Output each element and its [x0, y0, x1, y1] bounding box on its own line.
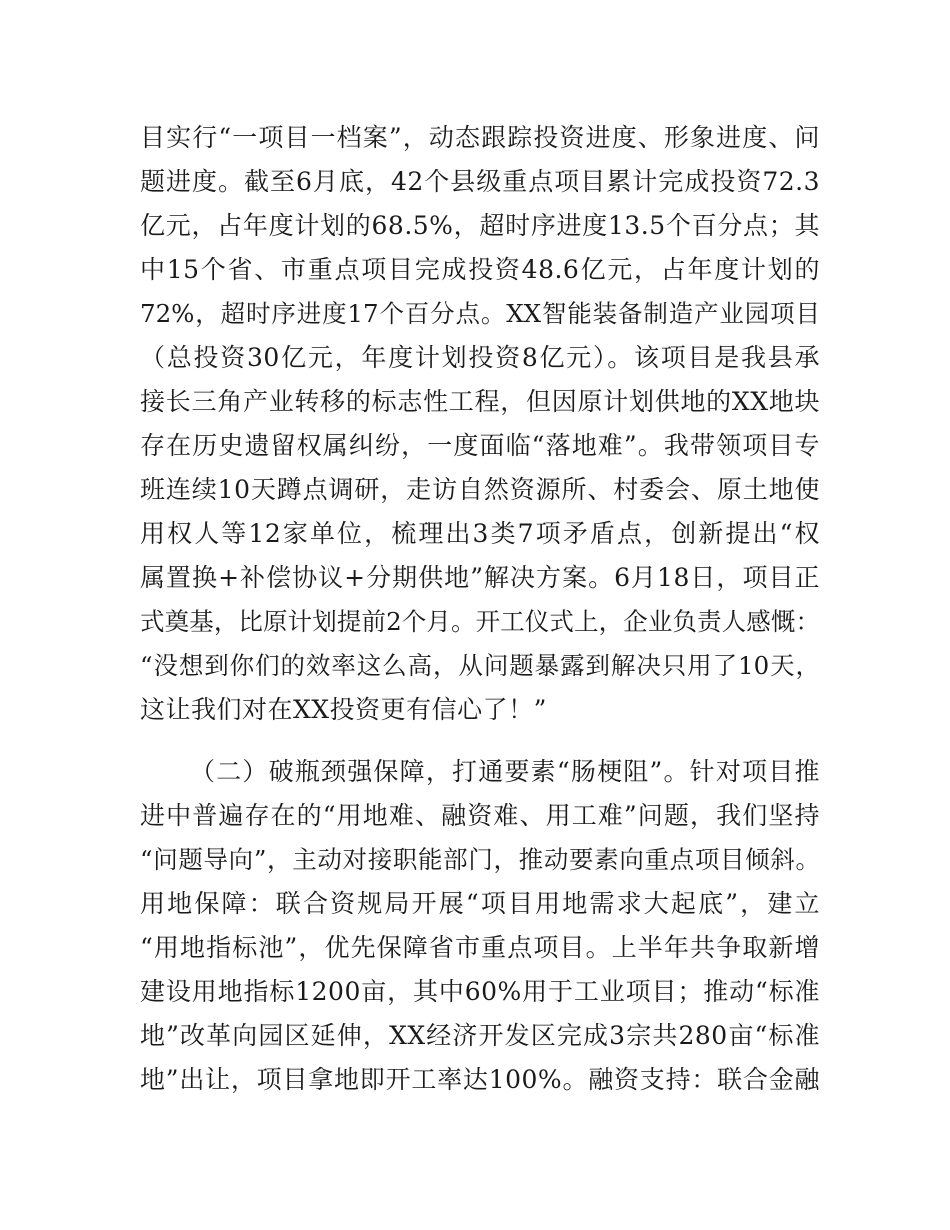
body-text-line: “问题导向”，主动对接职能部门，推动要素向重点项目倾斜。	[140, 845, 820, 874]
body-text-line: “没想到你们的效率这么高，从问题暴露到解决只用了10天，	[140, 651, 820, 680]
body-text-line: 式奠基，比原计划提前2个月。开工仪式上，企业负责人感慨：	[140, 607, 820, 636]
body-text-line: 地”改革向园区延伸，XX经济开发区完成3宗共280亩“标准	[140, 1021, 820, 1050]
body-text-line: 班连续10天蹲点调研，走访自然资源所、村委会、原土地使	[140, 475, 820, 504]
body-text-line: 进中普遍存在的“用地难、融资难、用工难”问题，我们坚持	[140, 801, 820, 830]
body-text-line: 地”出让，项目拿地即开工率达100%。融资支持：联合金融	[140, 1065, 820, 1094]
body-text-line: 这让我们对在XX投资更有信心了！”	[140, 695, 547, 724]
body-text-line: 用权人等12家单位，梳理出3类7项矛盾点，创新提出“权	[140, 519, 820, 548]
body-text-line: 题进度。截至6月底，42个县级重点项目累计完成投资72.3	[140, 167, 820, 196]
body-text-line: 72%，超时序进度17个百分点。XX智能装备制造产业园项目	[140, 299, 820, 328]
body-text-line: “用地指标池”，优先保障省市重点项目。上半年共争取新增	[140, 933, 820, 962]
body-text-line: 存在历史遗留权属纠纷，一度面临“落地难”。我带领项目专	[140, 431, 820, 460]
section-heading-line: （二）破瓶颈强保障，打通要素“肠梗阻”。针对项目推	[190, 757, 820, 786]
body-text-line: 中15个省、市重点项目完成投资48.6亿元，占年度计划的	[140, 255, 820, 284]
body-text-line: 用地保障：联合资规局开展“项目用地需求大起底”，建立	[140, 889, 820, 918]
body-text-line: （总投资30亿元，年度计划投资8亿元）。该项目是我县承	[140, 343, 820, 372]
body-text-line: 建设用地指标1200亩，其中60%用于工业项目；推动“标准	[140, 977, 820, 1006]
body-text-line: 接长三角产业转移的标志性工程，但因原计划供地的XX地块	[140, 387, 820, 416]
body-text-line: 属置换+补偿协议+分期供地”解决方案。6月18日，项目正	[140, 563, 820, 592]
body-text-line: 目实行“一项目一档案”，动态跟踪投资进度、形象进度、问	[140, 123, 820, 152]
body-text-line: 亿元，占年度计划的68.5%，超时序进度13.5个百分点；其	[140, 211, 820, 240]
